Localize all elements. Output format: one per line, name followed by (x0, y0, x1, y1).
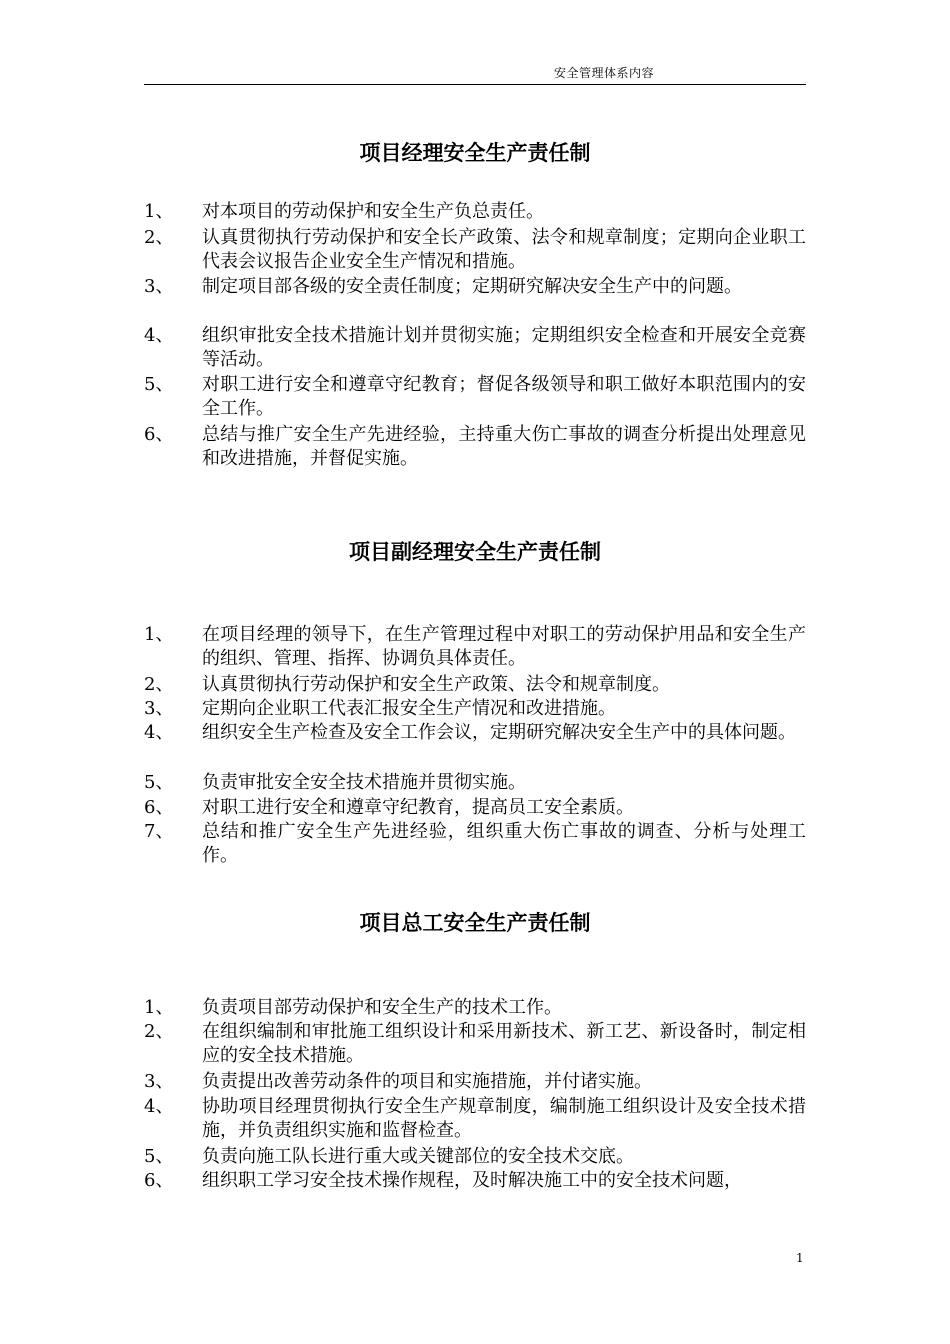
item-text: 组织审批安全技术措施计划并贯彻实施；定期组织安全检查和开展安全竞赛等活动。 (202, 325, 806, 370)
item-number: 7、 (144, 821, 174, 842)
item-text: 认真贯彻执行劳动保护和安全长产政策、法令和规章制度；定期向企业职工代表会议报告企业安全生产情况和措施。 (202, 227, 806, 272)
list-item (144, 796, 806, 820)
section-title: 项目副经理安全生产责任制 (349, 540, 601, 564)
item-number: 2、 (144, 227, 174, 248)
item-number: 1、 (144, 624, 174, 645)
item-number: 3、 (144, 698, 174, 719)
item-number: 5、 (144, 1146, 174, 1167)
item-text: 负责向施工队长进行重大或关键部位的安全技术交底。 (202, 1146, 634, 1167)
list-item (144, 771, 806, 795)
item-text: 对职工进行安全和遵章守纪教育，提高员工安全素质。 (202, 797, 634, 818)
item-number: 1、 (144, 201, 174, 222)
list-item (144, 226, 806, 274)
item-number: 5、 (144, 374, 174, 395)
item-number: 1、 (144, 997, 174, 1018)
item-text: 组织安全生产检查及安全工作会议，定期研究解决安全生产中的具体问题。 (202, 722, 796, 743)
section-title: 项目经理安全生产责任制 (359, 141, 591, 165)
list-item (144, 1095, 806, 1143)
list-item (144, 1020, 806, 1068)
item-text: 负责审批安全安全技术措施并贯彻实施。 (202, 772, 526, 793)
item-text: 负责项目部劳动保护和安全生产的技术工作。 (202, 997, 562, 1018)
item-number: 4、 (144, 325, 174, 346)
item-number: 2、 (144, 1021, 174, 1042)
item-text: 负责提出改善劳动条件的项目和实施措施，并付诸实施。 (202, 1071, 652, 1092)
list-item (144, 423, 806, 471)
list-item (144, 1070, 806, 1094)
item-text: 组织职工学习安全技术操作规程，及时解决施工中的安全技术问题， (202, 1170, 742, 1191)
list-item (144, 721, 806, 745)
header-title: 安全管理体系内容 (554, 66, 655, 80)
page-header (144, 62, 806, 85)
item-number: 4、 (144, 1096, 174, 1117)
item-text: 总结与推广安全生产先进经验，主持重大伤亡事故的调查分析提出处理意见和改进措施，并督促实施。 (202, 424, 806, 469)
item-number: 2、 (144, 674, 174, 695)
list-item (144, 996, 806, 1020)
item-text: 制定项目部各级的安全责任制度；定期研究解决安全生产中的问题。 (202, 276, 742, 297)
list-item (144, 623, 806, 671)
list-item (144, 673, 806, 697)
list-item (144, 1145, 806, 1169)
list-item (144, 820, 806, 868)
item-text: 在组织编制和审批施工组织设计和采用新技术、新工艺、新设备时，制定相应的安全技术措施。 (202, 1021, 806, 1066)
section-title: 项目总工安全生产责任制 (359, 911, 591, 935)
list-item (144, 200, 806, 224)
item-text: 定期向企业职工代表汇报安全生产情况和改进措施。 (202, 698, 616, 719)
item-number: 4、 (144, 722, 174, 743)
item-text: 对本项目的劳动保护和安全生产负总责任。 (202, 201, 544, 222)
item-number: 3、 (144, 276, 174, 297)
item-number: 6、 (144, 1170, 174, 1191)
list-item (144, 1169, 806, 1193)
list-item (144, 697, 806, 721)
list-item (144, 373, 806, 421)
item-number: 3、 (144, 1071, 174, 1092)
item-number: 6、 (144, 797, 174, 818)
item-text: 协助项目经理贯彻执行安全生产规章制度，编制施工组织设计及安全技术措施，并负责组织实施和监督检查。 (202, 1096, 806, 1141)
list-item (144, 275, 806, 299)
list-item (144, 324, 806, 372)
item-text: 认真贯彻执行劳动保护和安全生产政策、法令和规章制度。 (202, 674, 670, 695)
item-text: 在项目经理的领导下，在生产管理过程中对职工的劳动保护用品和安全生产的组织、管理、指挥、协调负具体责任。 (202, 624, 806, 669)
item-number: 6、 (144, 424, 174, 445)
item-text: 对职工进行安全和遵章守纪教育；督促各级领导和职工做好本职范围内的安全工作。 (202, 374, 806, 419)
page-number: 1 (796, 1251, 804, 1265)
item-number: 5、 (144, 772, 174, 793)
item-text: 总结和推广安全生产先进经验，组织重大伤亡事故的调查、分析与处理工作。 (202, 821, 806, 866)
